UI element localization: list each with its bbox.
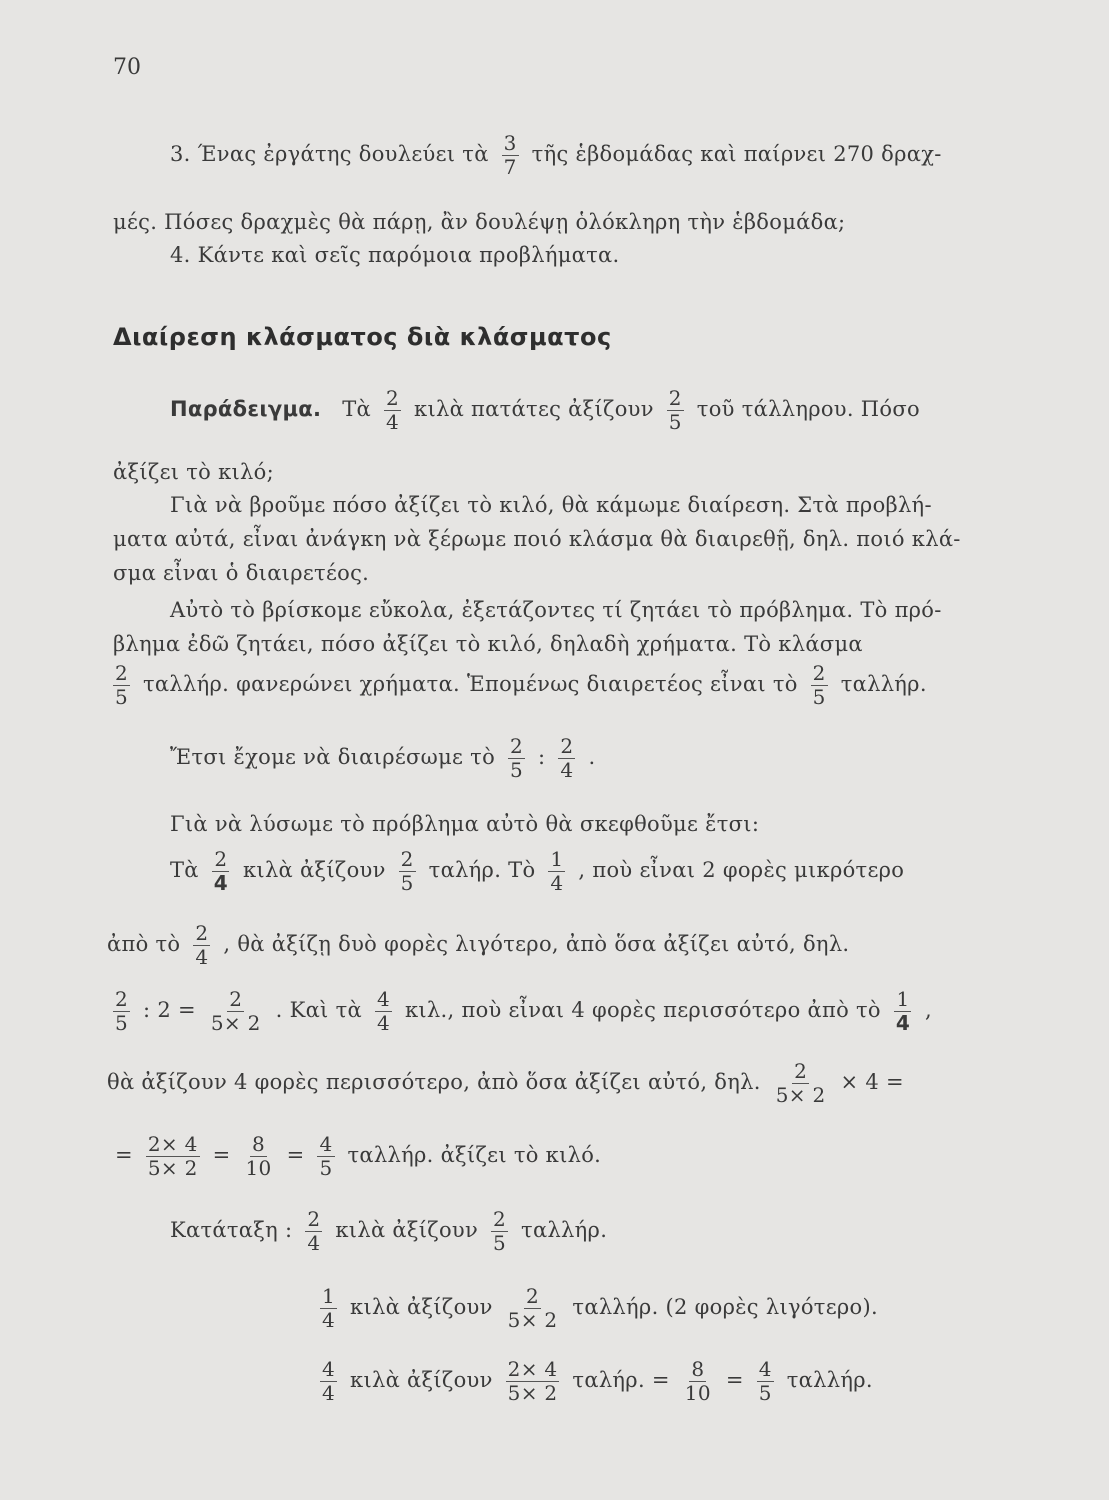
operator: = xyxy=(725,1368,744,1392)
text: . Καὶ τὰ xyxy=(275,998,362,1022)
para2-line-3 xyxy=(107,662,927,709)
division-line xyxy=(170,735,595,782)
text: , ποὺ εἶναι 2 φορὲς μικρότερο xyxy=(578,858,905,882)
text: τῆς ἑβδομάδας καὶ παίρνει 270 δραχ- xyxy=(531,142,942,166)
fraction: $\frac{3}{7}$ xyxy=(503,131,517,179)
text: ταλήρ. = xyxy=(572,1368,670,1392)
fraction: $\frac{2}{4}$ xyxy=(560,734,574,782)
text: τοῦ τάλληρου. Πόσο xyxy=(696,397,920,421)
fraction: $\frac{1}{4}$ xyxy=(322,1284,336,1332)
operator: = xyxy=(212,1143,231,1167)
section-heading: Διαίρεση κλάσματος διὰ κλάσματος xyxy=(113,323,612,351)
operator: = xyxy=(115,1143,133,1167)
fraction: $\frac{2}{5}$ xyxy=(115,661,129,709)
summary-row-3 xyxy=(314,1358,873,1405)
para2-line-2: βλημα ἐδῶ ζητάει, πόσο ἀξίζει τὸ κιλό, δηλαδὴ χρήματα. Τὸ κλάσμα xyxy=(113,632,863,656)
result-line xyxy=(115,1133,601,1180)
text: ταλλήρ. φανερώνει χρήματα. Ἑπομένως διαιρετέος εἶναι τὸ xyxy=(143,672,798,696)
fraction: $\frac{2}{4}$ xyxy=(195,921,209,969)
fraction: $\frac{4}{4}$ xyxy=(322,1357,336,1405)
text: 3. Ένας ἐργάτης δουλεύει τὰ xyxy=(170,142,489,166)
text: . xyxy=(588,745,596,769)
fraction: $\frac{4}{5}$ xyxy=(758,1357,772,1405)
fraction: $\frac{1}{4}$ xyxy=(895,987,911,1035)
text: κιλὰ πατάτες ἀξίζουν xyxy=(414,397,654,421)
fraction: $\frac{2\times 4}{5\times 2}$ xyxy=(147,1132,198,1180)
text: κιλὰ ἀξίζουν xyxy=(350,1368,493,1392)
fraction: $\frac{2}{5\times 2}$ xyxy=(507,1284,558,1332)
text: × 4 = xyxy=(840,1070,904,1094)
text: κιλὰ ἀξίζουν xyxy=(350,1295,493,1319)
reason-line-1 xyxy=(170,848,904,895)
text: ταλλήρ. (2 φορὲς λιγότερο). xyxy=(572,1295,878,1319)
text: ταλλήρ. ἀξίζει τὸ κιλό. xyxy=(347,1143,602,1167)
operator: : xyxy=(538,745,546,769)
operator: : 2 = xyxy=(143,998,196,1022)
fraction: $\frac{4}{5}$ xyxy=(319,1132,333,1180)
exercise-4: 4. Κάντε καὶ σεῖς παρόμοια προβλήματα. xyxy=(170,243,620,267)
para1-line-1: Γιὰ νὰ βροῦμε πόσο ἀξίζει τὸ κιλό, θὰ κάμωμε διαίρεση. Στὰ προβλή- xyxy=(170,493,932,517)
exercise-3-line-2: μές. Πόσες δραχμὲς θὰ πάρῃ, ἂν δουλέψῃ ὁλόκληρη τὴν ἑβδομάδα; xyxy=(113,210,846,234)
text: ταλλήρ. xyxy=(840,672,927,696)
text: θὰ ἀξίζουν 4 φορὲς περισσότερο, ἀπὸ ὅσα ἀξίζει αὐτό, δηλ. xyxy=(107,1070,761,1094)
para1-line-3: σμα εἶναι ὁ διαιρετέος. xyxy=(113,561,370,585)
text: κιλὰ ἀξίζουν xyxy=(335,1218,479,1242)
fraction: $\frac{2}{5}$ xyxy=(493,1207,507,1255)
reason-line-3 xyxy=(107,988,932,1035)
text: Τὰ xyxy=(342,397,372,421)
text: ταλλήρ. xyxy=(786,1368,873,1392)
text: ταλλήρ. xyxy=(521,1218,608,1242)
text: Τὰ xyxy=(170,858,199,882)
fraction: $\frac{2}{4}$ xyxy=(307,1207,321,1255)
fraction: $\frac{2}{4}$ xyxy=(386,386,400,434)
fraction: $\frac{2}{5\times 2}$ xyxy=(775,1059,826,1107)
para2-line-1: Αὐτὸ τὸ βρίσκομε εὔκολα, ἐξετάζοντες τί ζητάει τὸ πρόβλημα. Τὸ πρό- xyxy=(170,598,942,622)
summary-row-1 xyxy=(170,1208,607,1255)
fraction: $\frac{1}{4}$ xyxy=(550,847,564,895)
summary-label: Κατάταξη : xyxy=(170,1218,293,1242)
fraction: $\frac{2\times 4}{5\times 2}$ xyxy=(507,1357,558,1405)
fraction: $\frac{4}{4}$ xyxy=(376,987,390,1035)
operator: = xyxy=(286,1143,305,1167)
fraction: $\frac{2}{5}$ xyxy=(510,734,524,782)
fraction: $\frac{8}{10}$ xyxy=(684,1357,711,1405)
reason-line-2 xyxy=(107,922,849,969)
text: κιλὰ ἀξίζουν xyxy=(242,858,386,882)
reason-line-4 xyxy=(107,1060,904,1107)
text: Ἔτσι ἔχομε νὰ διαιρέσωμε τὸ xyxy=(170,745,496,769)
fraction: $\frac{2}{5}$ xyxy=(668,386,682,434)
example-line-2: ἀξίζει τὸ κιλό; xyxy=(113,460,274,484)
summary-row-2 xyxy=(314,1285,878,1332)
page-number: 70 xyxy=(113,55,141,80)
fraction: $\frac{8}{10}$ xyxy=(245,1132,272,1180)
exercise-3-line-1 xyxy=(170,132,942,179)
text: , θὰ ἀξίζῃ δυὸ φορὲς λιγότερο, ἀπὸ ὅσα ἀξίζει αὐτό, δηλ. xyxy=(223,932,850,956)
fraction: $\frac{2}{4}$ xyxy=(213,847,228,895)
text: ταλήρ. Τὸ xyxy=(428,858,536,882)
text: , xyxy=(925,998,933,1022)
fraction: $\frac{2}{5}$ xyxy=(812,661,826,709)
think-line: Γιὰ νὰ λύσωμε τὸ πρόβλημα αὐτὸ θὰ σκεφθοῦμε ἔτσι: xyxy=(170,812,760,836)
para1-line-2: ματα αὐτά, εἶναι ἀνάγκη νὰ ξέρωμε ποιό κλάσμα θὰ διαιρεθῇ, δηλ. ποιό κλά- xyxy=(113,527,961,551)
fraction: $\frac{2}{5}$ xyxy=(115,987,129,1035)
example-line-1 xyxy=(170,387,920,434)
example-label: Παράδειγμα. xyxy=(170,397,322,421)
text: κιλ., ποὺ εἶναι 4 φορὲς περισσότερο ἀπὸ τὸ xyxy=(404,998,881,1022)
text: ἀπὸ τὸ xyxy=(107,932,181,956)
fraction: $\frac{2}{5\times 2}$ xyxy=(210,987,261,1035)
fraction: $\frac{2}{5}$ xyxy=(400,847,414,895)
